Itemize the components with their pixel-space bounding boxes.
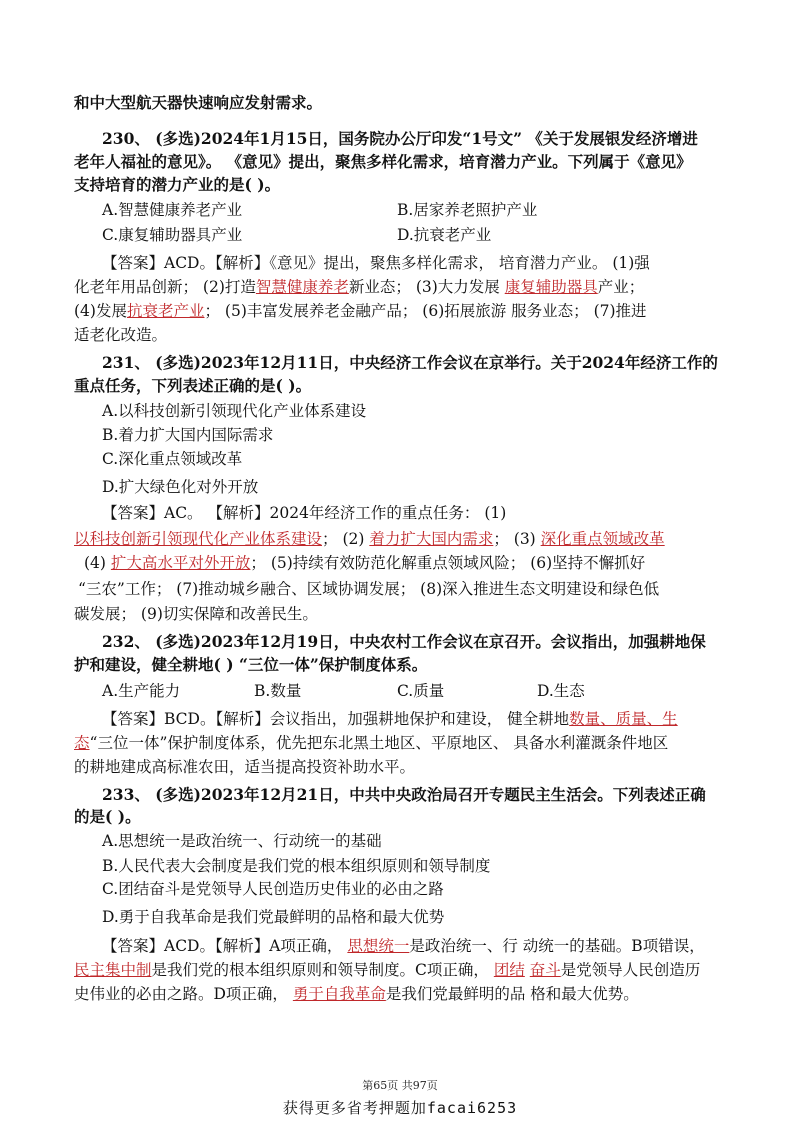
q232-answer-line-2: 态“三位一体”保护制度体系，优先把东北黑土地区、平原地区、 具备水利灌溉条件地区: [74, 734, 669, 752]
q232-answer-line-3: 的耕地建成高标准农田，适当提高投资补助水平。: [74, 758, 416, 776]
q233-stem-line-1: 233、 (多选)2023年12月21日，中共中央政治局召开专题民主生活会。下列表述正确: [102, 785, 706, 804]
q230-stem-line-3: 支持培育的潜力产业的是( )。: [74, 175, 281, 194]
q231-answer-line-2: 以科技创新引领现代化产业体系建设； (2) 着力扩大国内需求； (3) 深化重点领域改革: [74, 530, 665, 548]
page-number: 第65页 共97页: [362, 1079, 438, 1092]
q231-answer-line-4: “三农”工作； (7)推动城乡融合、区域协调发展； (8)深入推进生态文明建设和绿色低: [78, 580, 660, 598]
highlight-keyword: 深化重点领域改革: [540, 530, 665, 548]
q233-answer-line-3: 史伟业的必由之路。D项正确， 勇于自我革命是我们党最鲜明的品 格和最大优势。: [74, 985, 639, 1003]
q233-option-b: B.人民代表大会制度是我们党的根本组织原则和领导制度: [102, 857, 491, 875]
q230-option-a: A.智慧健康养老产业: [102, 201, 243, 219]
q230-answer-line-3: (4)发展抗衰老产业； (5)丰富发展养老金融产品； (6)拓展旅游 服务业态； (7)推进: [74, 302, 647, 320]
q230-stem-line-2: 老年人福祉的意见》。 《意见》提出，聚焦多样化需求，培育潜力产业。下列属于《意见》: [74, 152, 692, 171]
q233-answer-line-1: 【答案】ACD。【解析】A项正确， 思想统一是政治统一、行 动统一的基础。B项错误，: [102, 937, 705, 955]
highlight-keyword: 着力扩大国内需求: [369, 530, 494, 548]
q231-option-d: D.扩大绿色化对外开放: [102, 478, 259, 496]
q231-option-b: B.着力扩大国内国际需求: [102, 426, 274, 444]
highlight-keyword: 智慧健康养老: [255, 278, 349, 296]
q230-stem-line-1: 230、 (多选)2024年1月15日，国务院办公厅印发“1号文” 《关于发展银发经济增进: [102, 129, 698, 148]
q231-stem-line-2: 重点任务，下列表述正确的是( )。: [74, 376, 312, 395]
q230-option-b: B.居家养老照护产业: [397, 201, 538, 219]
highlight-keyword: 民主集中制: [74, 961, 152, 979]
highlight-keyword: 数量、质量、生: [569, 710, 678, 728]
highlight-keyword: 康复辅助器具: [504, 278, 598, 296]
q230-answer-line-1: 【答案】ACD。【解析】《意见》提出，聚焦多样化需求， 培育潜力产业。 (1)强: [102, 254, 650, 272]
q232-stem-line-2: 护和建设，健全耕地( ) “三位一体”保护制度体系。: [74, 655, 428, 674]
highlight-keyword: 团结: [493, 961, 525, 979]
q231-answer-line-1: 【答案】AC。 【解析】2024年经济工作的重点任务： (1): [102, 504, 507, 522]
carry-over-text: 和中大型航天器快速响应发射需求。: [74, 93, 323, 112]
promo-text: 获得更多省考押题加facai6253: [282, 1099, 518, 1117]
q232-answer-line-1: 【答案】BCD。【解析】会议指出，加强耕地保护和建设， 健全耕地数量、质量、生: [102, 710, 678, 728]
q233-option-a: A.思想统一是政治统一、行动统一的基础: [102, 832, 382, 850]
q233-option-c: C.团结奋斗是党领导人民创造历史伟业的必由之路: [102, 880, 444, 898]
q231-stem-line-1: 231、 (多选)2023年12月11日，中央经济工作会议在京举行。关于2024年经济工作的: [102, 353, 718, 372]
highlight-keyword: 勇于自我革命: [292, 985, 386, 1003]
q233-answer-line-2: 民主集中制是我们党的根本组织原则和领导制度。C项正确， 团结 奋斗是党领导人民创造历: [74, 961, 701, 979]
q231-answer-line-5: 碳发展； (9)切实保障和改善民生。: [74, 605, 318, 623]
highlight-keyword: 以科技创新引领现代化产业体系建设: [74, 530, 323, 548]
highlight-keyword: 奋斗: [529, 961, 561, 979]
q230-option-c: C.康复辅助器具产业: [102, 226, 243, 244]
q232-option-a: A.生产能力: [102, 682, 181, 700]
highlight-keyword: 态: [74, 734, 90, 752]
q231-option-a: A.以科技创新引领现代化产业体系建设: [102, 402, 367, 420]
q232-option-b: B.数量: [254, 682, 302, 700]
q231-option-c: C.深化重点领域改革: [102, 450, 243, 468]
q231-answer-line-3: (4) 扩大高水平对外开放； (5)持续有效防范化解重点领域风险； (6)坚持不懈抓好: [84, 554, 646, 572]
q232-option-d: D.生态: [537, 682, 585, 700]
q230-option-d: D.抗衰老产业: [397, 226, 492, 244]
highlight-keyword: 抗衰老产业: [126, 302, 205, 320]
q232-stem-line-1: 232、 (多选)2023年12月19日，中央农村工作会议在京召开。会议指出，加强耕地保: [102, 632, 706, 651]
q232-option-c: C.质量: [397, 682, 445, 700]
q233-option-d: D.勇于自我革命是我们党最鲜明的品格和最大优势: [102, 908, 445, 926]
q230-answer-line-4: 适老化改造。: [74, 326, 168, 344]
q230-answer-line-2: 化老年用品创新； (2)打造智慧健康养老新业态； (3)大力发展 康复辅助器具产业；: [74, 278, 645, 296]
q233-stem-line-2: 的是( )。: [74, 807, 141, 826]
highlight-keyword: 思想统一: [347, 937, 410, 955]
highlight-keyword: 扩大高水平对外开放: [110, 554, 251, 572]
